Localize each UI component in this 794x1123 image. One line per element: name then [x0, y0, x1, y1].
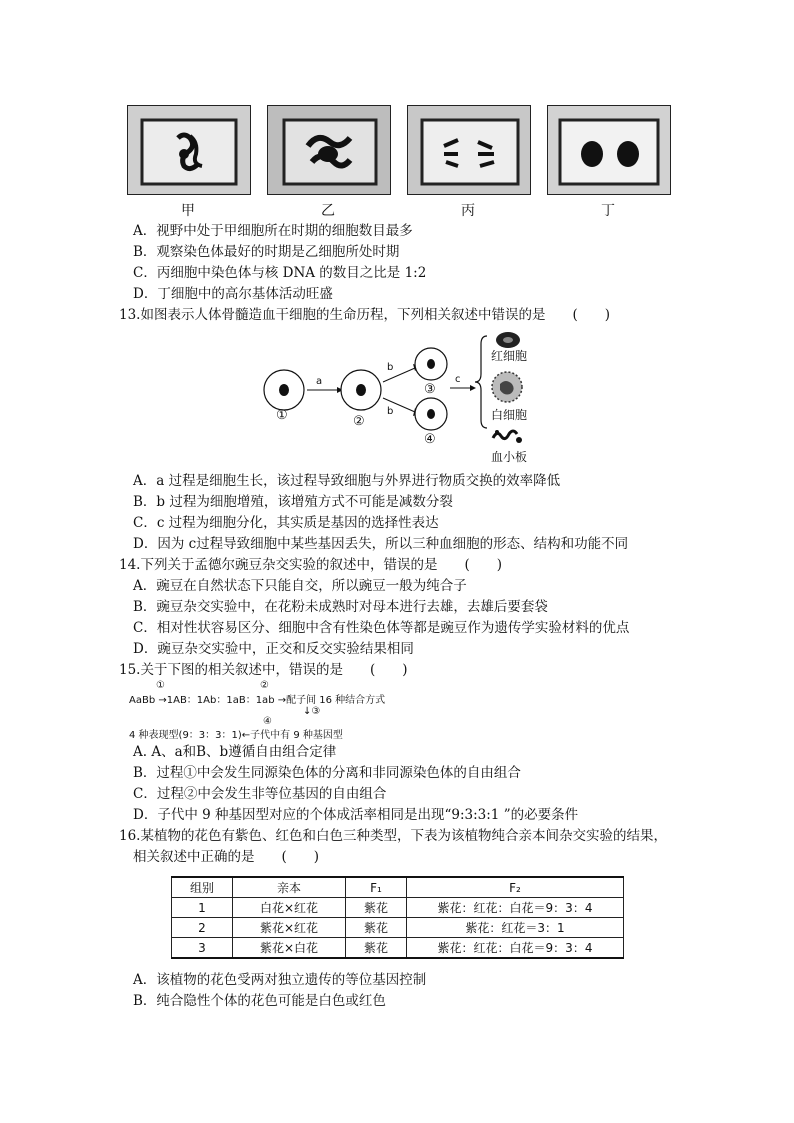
q14-option-c: C．相对性状容易区分、细胞中含有性染色体等都是豌豆作为遗传学实验材料的优点: [133, 620, 630, 636]
q13-option-c: C．c 过程为细胞分化，其实质是基因的选择性表达: [133, 515, 439, 531]
table-header-row: [172, 877, 624, 898]
cell-f2: 紫花：红花＝3：1: [407, 918, 624, 938]
q15-stem: 15.关于下图的相关叙述中，错误的是 ( ): [119, 662, 408, 678]
cell-f2: 紫花：红花：白花＝9：3：4: [407, 938, 624, 959]
q15-step-3: ↓③: [303, 706, 321, 717]
rbc-label: 红细胞: [491, 349, 528, 363]
q16-stem-cont: 相关叙述中正确的是 ( ): [133, 849, 320, 865]
process-b-label-upper: b: [387, 362, 394, 373]
cell-3-label: ③: [424, 382, 436, 397]
q16-results-table: [171, 876, 624, 959]
q15-option-b: B．过程①中会发生同源染色体的分离和非同源染色体的自由组合: [133, 765, 521, 781]
header-f1: F₁: [346, 877, 407, 898]
process-b-label-lower: b: [387, 406, 394, 417]
q12-option-d: D．丁细胞中的高尔基体活动旺盛: [133, 286, 333, 302]
process-a-label: a: [316, 376, 323, 387]
q13-option-b: B．b 过程为细胞增殖，该增殖方式不可能是减数分裂: [133, 494, 453, 510]
white-blood-cell-image: [490, 370, 524, 404]
micrograph-label: 丁: [601, 203, 615, 219]
table-row: [172, 898, 624, 918]
cell-parents: 紫花×红花: [233, 918, 346, 938]
micrograph-yi: [267, 105, 391, 195]
q16-option-b: B．纯合隐性个体的花色可能是白色或红色: [133, 993, 386, 1009]
q13-option-a: A．a 过程是细胞生长，该过程导致细胞与外界进行物质交换的效率降低: [133, 473, 561, 489]
q16-option-a: A．该植物的花色受两对独立遗传的等位基因控制: [133, 972, 427, 988]
q12-option-b: B．观察染色体最好的时期是乙细胞所处时期: [133, 244, 400, 260]
q16-stem: 16.某植物的花色有紫色、红色和白色三种类型，下表为该植物纯合亲本间杂交实验的结果，: [119, 828, 667, 844]
cell-group: 1: [172, 898, 233, 918]
cell-2-label: ②: [353, 414, 365, 429]
platelet-label: 血小板: [491, 450, 528, 464]
q15-option-c: C．过程②中会发生非等位基因的自由组合: [133, 786, 387, 802]
cell-ding-image: [548, 106, 670, 194]
micrograph-jia: [127, 105, 251, 195]
q14-option-b: B．豌豆杂交实验中，在花粉未成熟时对母本进行去雄，去雄后要套袋: [133, 599, 548, 615]
table-row: [172, 918, 624, 938]
q15-option-d: D．子代中 9 种基因型对应的个体成活率相同是出现“9:3:3:1 ”的必要条件: [133, 807, 579, 823]
cell-group: 3: [172, 938, 233, 959]
micrograph-ding: [547, 105, 671, 195]
cell-parents: 白花×红花: [233, 898, 346, 918]
q12-option-a: A．视野中处于甲细胞所在时期的细胞数目最多: [133, 223, 413, 239]
cell-group: 2: [172, 918, 233, 938]
cell-f2: 紫花：红花：白花＝9：3：4: [407, 898, 624, 918]
q15-step-2: ②: [260, 680, 269, 691]
micrograph-label: 甲: [181, 203, 195, 219]
q14-stem: 14.下列关于孟德尔豌豆杂交实验的叙述中，错误的是 ( ): [119, 557, 503, 573]
header-group: 组别: [172, 877, 233, 898]
q15-diagram-line3: 4 种表现型(9：3：3：1)←子代中有 9 种基因型: [129, 730, 343, 741]
wbc-label: 白细胞: [491, 408, 528, 422]
table-row: [172, 938, 624, 959]
q13-option-d: D．因为 c过程导致细胞中某些基因丢失，所以三种血细胞的形态、结构和功能不同: [133, 536, 629, 552]
cell-1-label: ①: [276, 408, 288, 423]
cell-parents: 紫花×白花: [233, 938, 346, 959]
header-f2: F₂: [407, 877, 624, 898]
cell-f1: 紫花: [346, 938, 407, 959]
micrograph-label: 乙: [321, 203, 335, 219]
cell-f1: 紫花: [346, 898, 407, 918]
q12-option-c: C．丙细胞中染色体与核 DNA 的数目之比是 1:2: [133, 265, 427, 281]
micrograph-label: 丙: [461, 203, 475, 219]
cell-4-label: ④: [424, 432, 436, 447]
q15-diagram-line1: AaBb →1AB：1Ab：1aB：1ab →配子间 16 种结合方式: [129, 695, 386, 706]
q15-step-4: ④: [263, 716, 272, 727]
cell-yi-image: [268, 106, 390, 194]
micrograph-bing: [407, 105, 531, 195]
header-parents: 亲本: [233, 877, 346, 898]
process-c-label: c: [455, 374, 461, 385]
platelet-image: [491, 428, 525, 446]
cell-f1: 紫花: [346, 918, 407, 938]
q14-option-d: D．豌豆杂交实验中，正交和反交实验结果相同: [133, 641, 414, 657]
q15-step-1: ①: [156, 680, 165, 691]
q13-stem: 13.如图表示人体骨髓造血干细胞的生命历程，下列相关叙述中错误的是 ( ): [119, 307, 611, 323]
q14-option-a: A．豌豆在自然状态下只能自交，所以豌豆一般为纯合子: [133, 578, 467, 594]
cell-bing-image: [408, 106, 530, 194]
cell-jia-image: [128, 106, 250, 194]
q15-option-a: A. A、a和B、b遵循自由组合定律: [133, 744, 337, 760]
